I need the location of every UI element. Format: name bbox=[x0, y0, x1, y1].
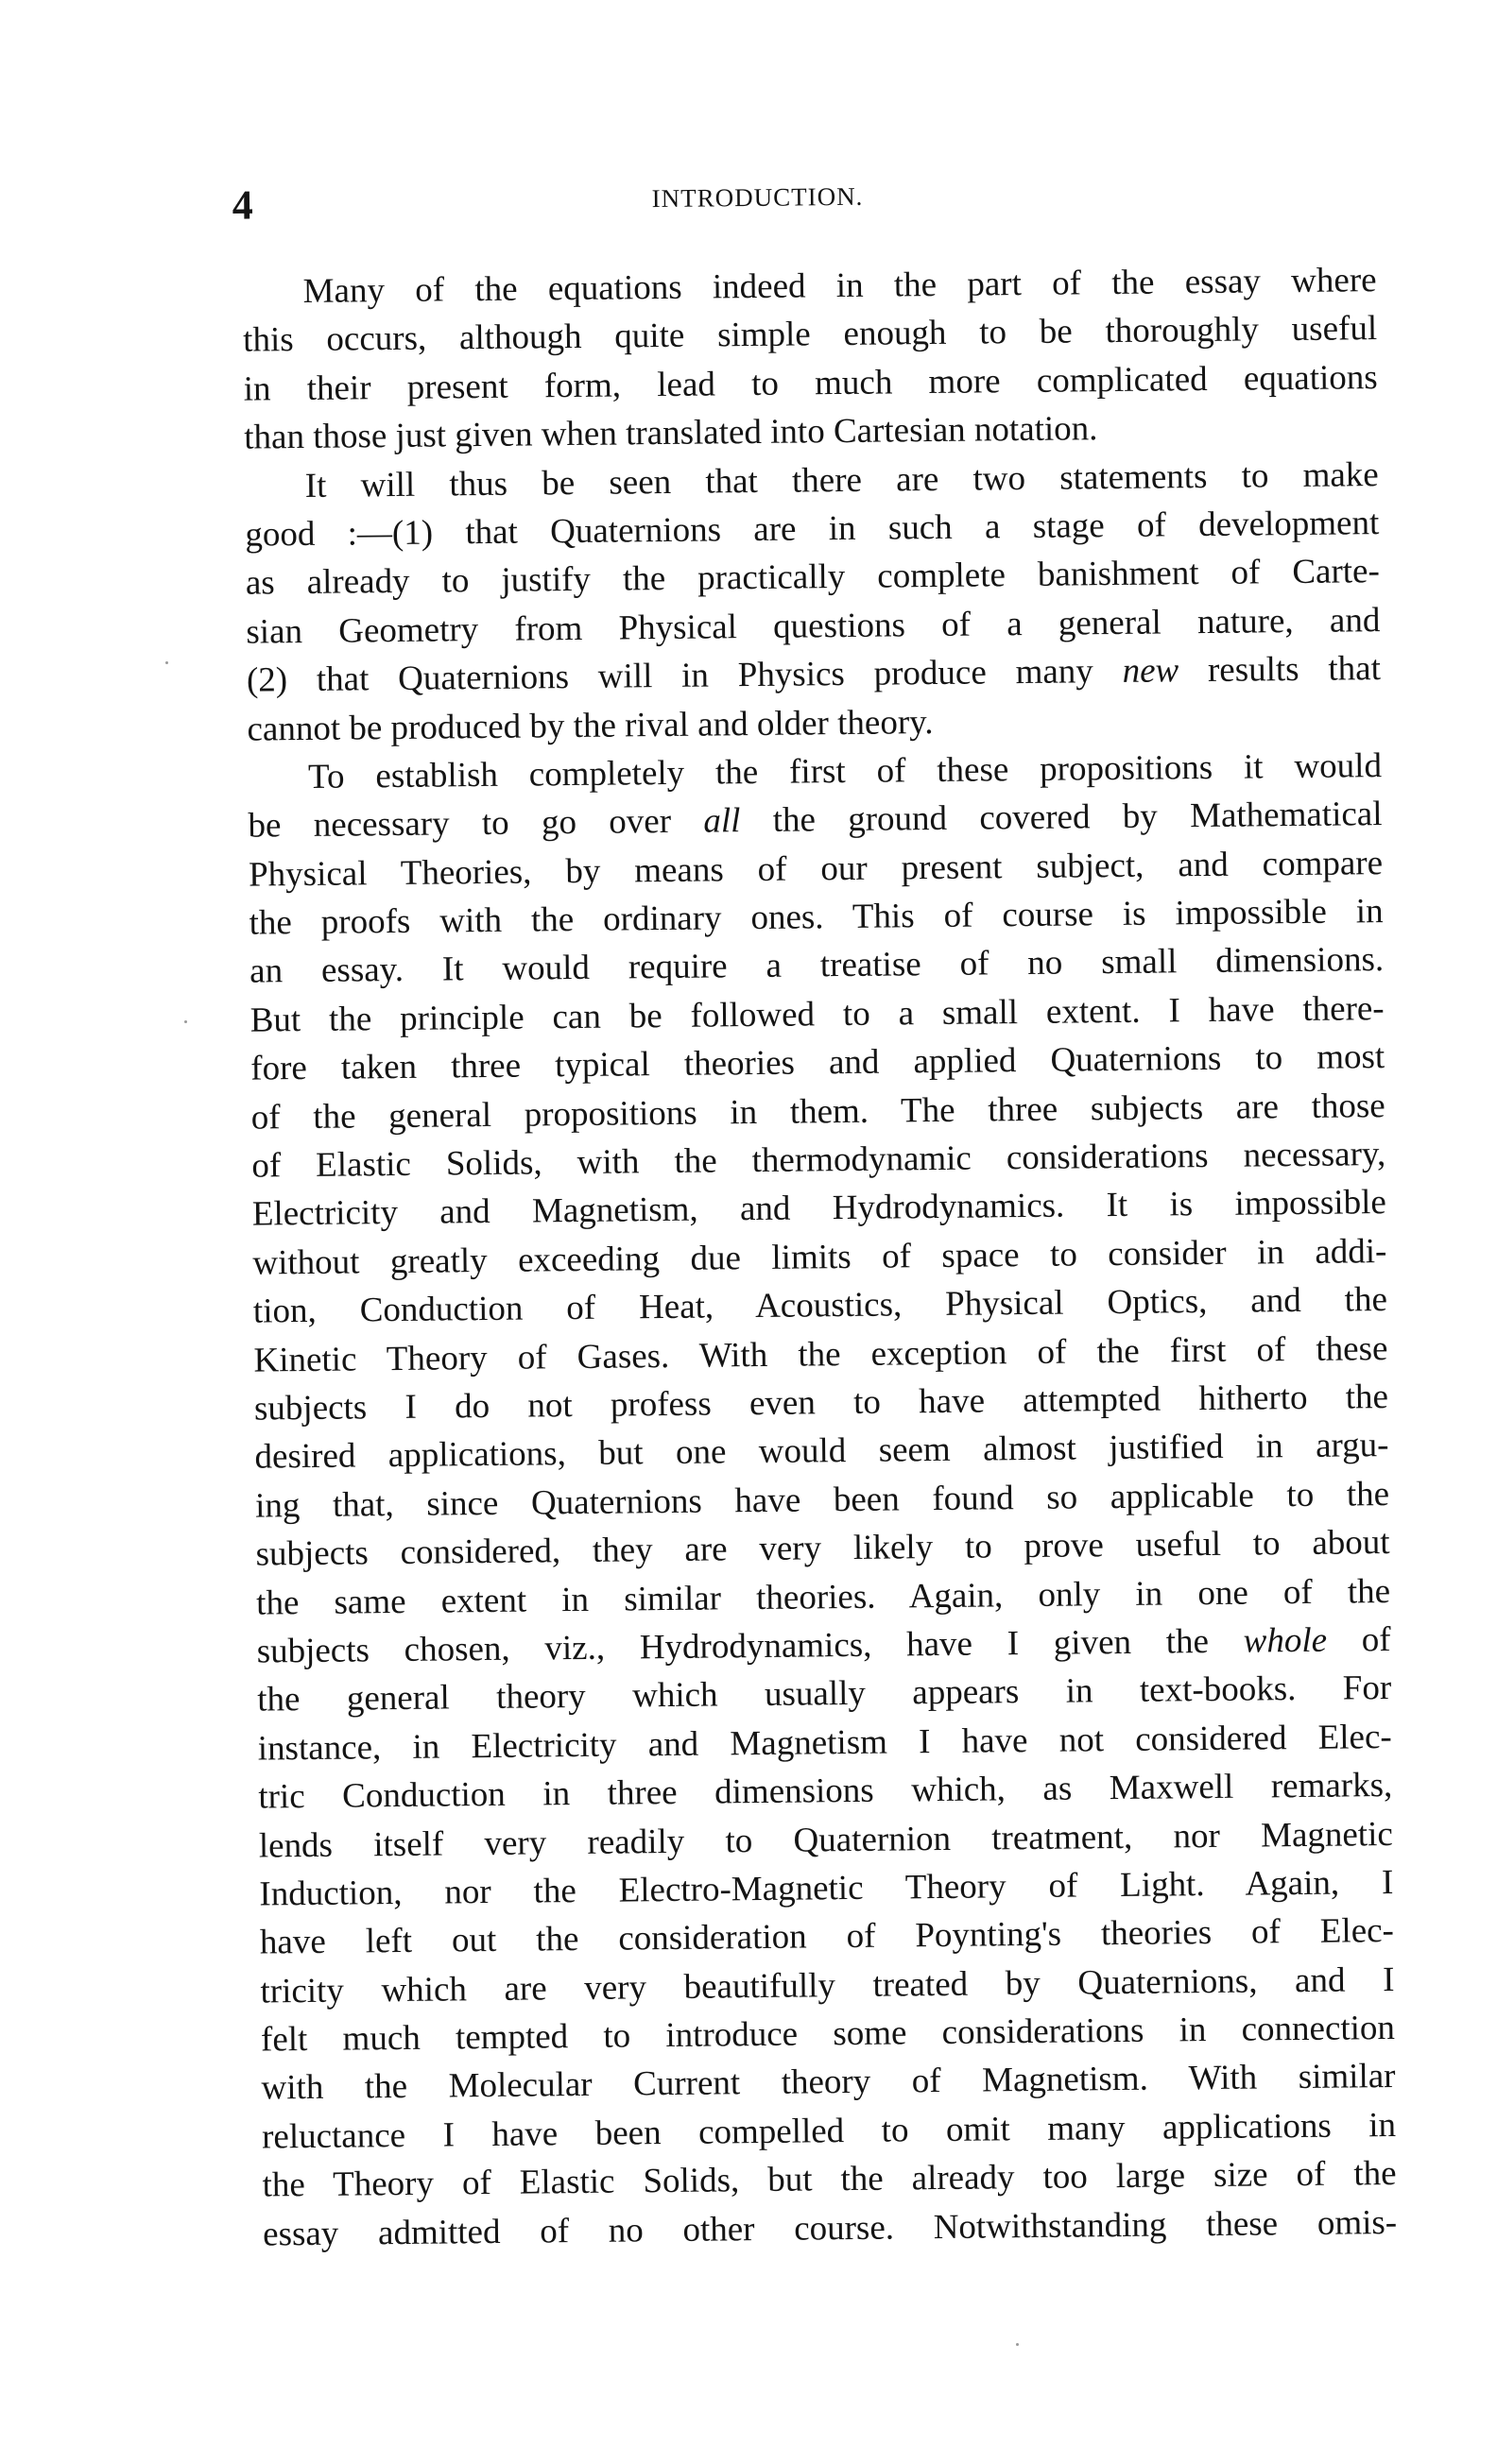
text-segment: ing that, since Quaternions have been found so applicable to the bbox=[254, 1474, 1390, 1526]
text-segment: have left out the consideration of Poynting's theories of Elec- bbox=[259, 1911, 1395, 1962]
text-segment: sian Geometry from Physical questions of a general nature, and bbox=[246, 600, 1381, 652]
text-segment: essay admitted of no other course. Notwithstanding these omis- bbox=[262, 2202, 1398, 2254]
text-segment: But the principle can be followed to a small extent. I have there- bbox=[250, 988, 1385, 1040]
text-segment: good :—(1) that Quaternions are in such a stage of development bbox=[245, 504, 1380, 555]
text-segment: Physical Theories, by means of our present subject, and compare bbox=[248, 843, 1384, 895]
text-segment: subjects I do not profess even to have attempted hitherto the bbox=[253, 1377, 1389, 1429]
text-segment: the proofs with the ordinary ones. This of course is impossible in bbox=[249, 892, 1384, 943]
text-segment: the ground covered by Mathematical bbox=[740, 795, 1383, 841]
text-segment: Electricity and Magnetism, and Hydrodynamics. It is impossible bbox=[251, 1183, 1387, 1235]
text-segment: be necessary to go over bbox=[248, 801, 704, 846]
text-segment: desired applications, but one would seem almost justified in argu- bbox=[254, 1426, 1389, 1477]
text-segment: (2) that Quaternions will in Physics produce many bbox=[246, 652, 1123, 700]
text-segment: than those just given when translated into Cartesian notation. bbox=[244, 409, 1098, 457]
text-segment: Kinetic Theory of Gases. With the exception of the first of these bbox=[253, 1328, 1388, 1380]
text-segment: the general theory which usually appears in text-books. For bbox=[257, 1668, 1392, 1720]
text-segment: with the Molecular Current theory of Magnetism. With similar bbox=[261, 2057, 1396, 2108]
italic-word: all bbox=[703, 801, 741, 841]
scan-speck bbox=[165, 661, 168, 664]
text-segment: cannot be produced by the rival and older theory. bbox=[247, 702, 934, 749]
text-segment: of bbox=[1326, 1619, 1391, 1660]
text-segment: lends itself very readily to Quaternion treatment, nor Magnetic bbox=[258, 1814, 1394, 1866]
text-segment: of the general propositions in them. The three subjects are those bbox=[250, 1086, 1385, 1138]
scan-speck bbox=[1016, 2343, 1019, 2346]
text-segment: To establish completely the first of these propositions it would bbox=[307, 745, 1383, 796]
body-text bbox=[242, 256, 1397, 2258]
text-segment: in their present form, lead to much more complicated equations bbox=[243, 357, 1378, 409]
text-segment: felt much tempted to introduce some considerations in connection bbox=[260, 2009, 1396, 2060]
text-segment: without greatly exceeding due limits of space to consider in addi- bbox=[252, 1231, 1387, 1283]
text-segment: the Theory of Elastic Solids, but the already too large size of the bbox=[262, 2154, 1397, 2205]
text-segment: an essay. It would require a treatise of no small dimensions. bbox=[249, 940, 1385, 992]
italic-word: new bbox=[1122, 651, 1179, 692]
text-segment: tric Conduction in three dimensions which, as Maxwell remarks, bbox=[258, 1766, 1393, 1817]
page-number: 4 bbox=[232, 181, 253, 229]
text-segment: fore taken three typical theories and applied Quaternions to most bbox=[250, 1037, 1385, 1088]
running-title: INTRODUCTION. bbox=[651, 181, 864, 214]
text-segment: as already to justify the practically complete banishment of Carte- bbox=[245, 552, 1381, 603]
text-segment: It will thus be seen that there are two statements to make bbox=[304, 454, 1379, 505]
text-segment: the same extent in similar theories. Again, only in one of the bbox=[255, 1571, 1391, 1623]
text-segment: instance, in Electricity and Magnetism I have not considered Elec- bbox=[257, 1717, 1392, 1769]
text-segment: subjects considered, they are very likely to prove useful to about bbox=[255, 1523, 1390, 1574]
text-segment: Many of the equations indeed in the part of the essay where bbox=[302, 261, 1377, 311]
text-segment: tion, Conduction of Heat, Acoustics, Physical Optics, and the bbox=[252, 1280, 1388, 1331]
text-segment: this occurs, although quite simple enough to be thoroughly useful bbox=[242, 309, 1378, 361]
text-segment: results that bbox=[1178, 649, 1382, 691]
italic-word: whole bbox=[1243, 1620, 1328, 1661]
text-segment: Induction, nor the Electro-Magnetic Theory of Light. Again, I bbox=[259, 1862, 1394, 1914]
scan-speck bbox=[184, 1020, 187, 1023]
text-segment: subjects chosen, viz., Hydrodynamics, have I given the bbox=[256, 1621, 1244, 1671]
text-segment: of Elastic Solids, with the thermodynamic considerations necessary, bbox=[251, 1135, 1386, 1186]
text-segment: tricity which are very beautifully treated by Quaternions, and I bbox=[260, 1959, 1395, 2011]
text-segment: reluctance I have been compelled to omit many applications in bbox=[261, 2105, 1397, 2157]
